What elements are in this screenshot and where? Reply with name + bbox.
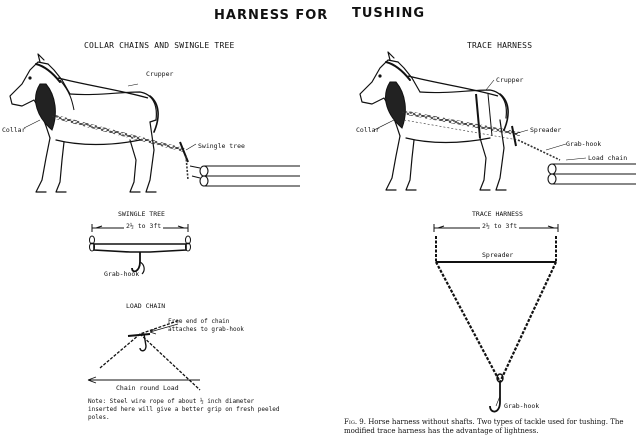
left-logs <box>190 166 300 186</box>
label-collar-left: Collar <box>2 126 26 134</box>
load-chain-round-load: Chain round Load <box>116 384 179 392</box>
load-chain-title: LOAD CHAIN <box>126 302 166 310</box>
trace-harness-spreader-label: Spreader <box>482 251 514 259</box>
label-grab-hook-right: Grab-hook <box>566 140 602 148</box>
label-load-chain-right: Load chain <box>588 154 628 162</box>
load-chain-free-end: Free end of chain attaches to grab-hook <box>168 318 244 333</box>
trace-harness-detail-title: TRACE HARNESS <box>472 210 523 218</box>
figure-caption-text: Horse harness without shafts. Two types of tackle used for tushing. The modified trace harness has the advantage of lightness. <box>344 418 624 435</box>
trace-harness-hook-label: Grab-hook <box>504 402 540 410</box>
right-logs <box>548 164 636 184</box>
label-spreader-right: Spreader <box>530 126 562 134</box>
page-title-right: TUSHING <box>352 6 426 21</box>
page-title-left: HARNESS FOR <box>214 8 329 23</box>
right-horse-drawing <box>360 52 508 190</box>
left-panel-title: COLLAR CHAINS AND SWINGLE TREE <box>84 41 235 50</box>
swingle-tree-hook-label: Grab-hook <box>104 270 140 278</box>
right-panel-title: TRACE HARNESS <box>467 41 533 50</box>
label-crupper-right: Crupper <box>496 76 524 84</box>
load-chain-note: Note: Steel wire rope of about ½ inch diameter inserted here will give a better grip on fresh peeled poles. <box>88 398 280 421</box>
label-collar-right: Collar <box>356 126 380 134</box>
right-collar <box>386 82 406 128</box>
left-collar <box>36 84 56 130</box>
label-swingle-tree: Swingle tree <box>198 142 245 150</box>
swingle-tree-detail <box>90 224 191 274</box>
swingle-tree-width: 2½ to 3ft <box>126 222 162 230</box>
trace-harness-width: 2½ to 3ft <box>482 222 518 230</box>
figure-number: Fig. 9. <box>344 418 366 426</box>
swingle-tree-title: SWINGLE TREE <box>118 210 165 218</box>
label-crupper-left: Crupper <box>146 70 174 78</box>
figure-caption <box>344 418 636 436</box>
